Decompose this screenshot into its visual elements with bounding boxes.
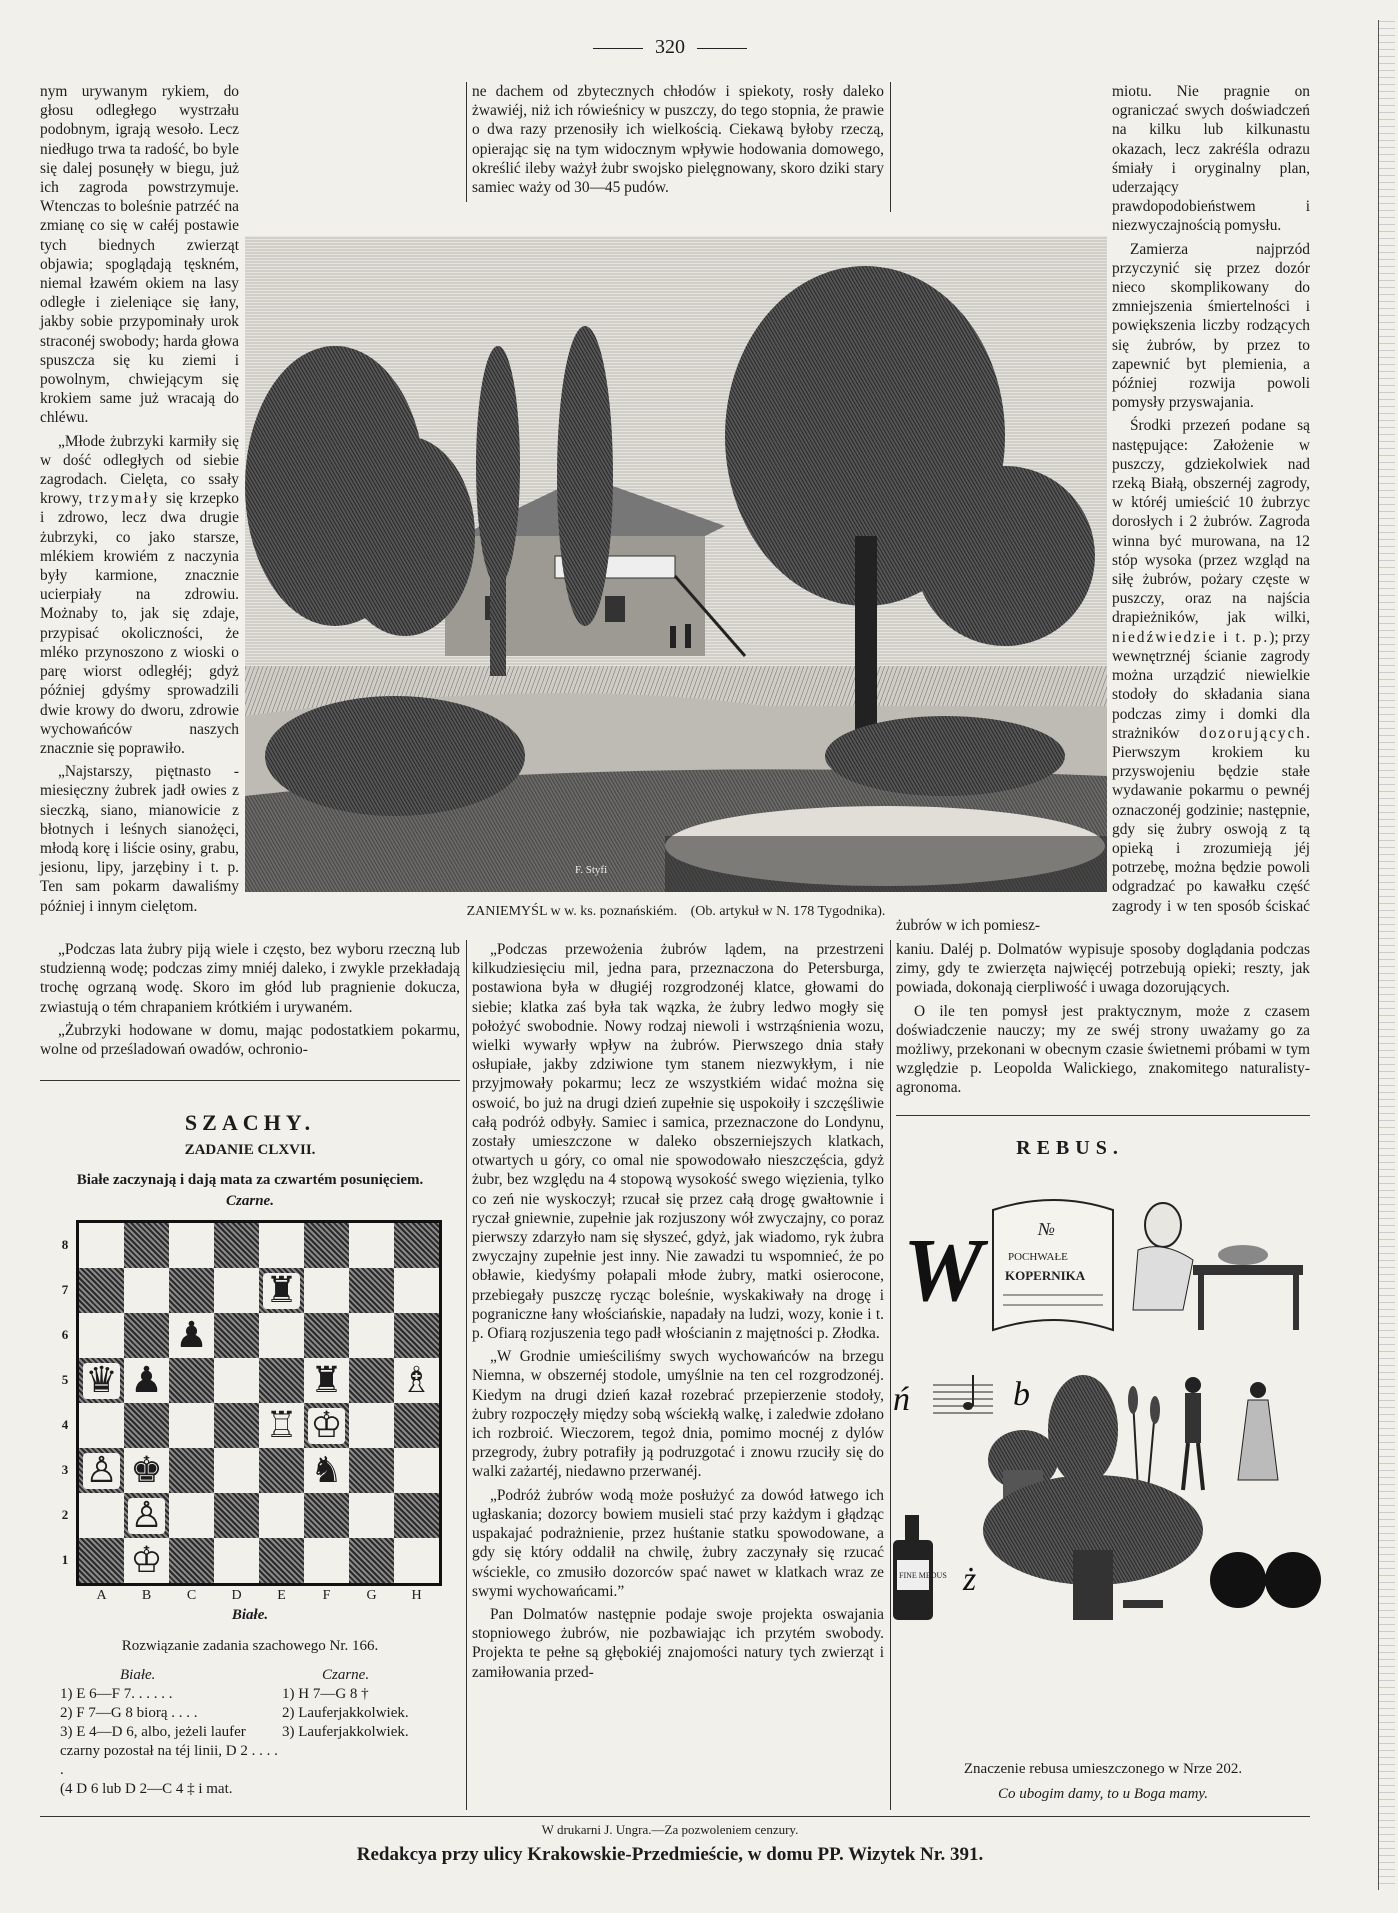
black-circle-icon	[1210, 1552, 1266, 1608]
chess-solution-header	[60, 1666, 460, 1685]
scroll-line-2: KOPERNIKA	[1005, 1268, 1086, 1283]
chess-square-a2	[79, 1493, 124, 1538]
column-divider	[890, 940, 891, 1810]
column-2-top	[472, 82, 884, 212]
chess-square-g8	[349, 1223, 394, 1268]
file-label: A	[96, 1588, 107, 1603]
oak-tree-icon	[983, 1475, 1203, 1620]
chess-square-b6	[124, 1313, 169, 1358]
chess-square-d6	[214, 1313, 259, 1358]
page-number-rule-right	[697, 48, 747, 49]
engraving-drawing	[245, 236, 1107, 892]
caption-reference: (Ob. artykuł w N. 178 Tygodnika).	[690, 904, 886, 919]
rank-label: 6	[61, 1327, 69, 1342]
chess-square-g7	[349, 1268, 394, 1313]
chess-square-h6	[394, 1313, 439, 1358]
chess-square-a5	[79, 1358, 124, 1403]
black-move	[282, 1780, 460, 1799]
rebus-picture	[893, 1180, 1313, 1620]
chess-white-label: Białe.	[231, 1607, 269, 1623]
chess-square-f6	[304, 1313, 349, 1358]
chess-square-c8	[169, 1223, 214, 1268]
column-1-bottom	[40, 940, 460, 1070]
white-king-icon: ♔	[310, 1404, 343, 1446]
page-number: 320	[0, 36, 1340, 59]
chess-square-d2	[214, 1493, 259, 1538]
chess-square-c4	[169, 1403, 214, 1448]
file-label: B	[141, 1588, 152, 1603]
caption-main: ZANIEMYŚL w w. ks. poznańskiém.	[466, 904, 678, 919]
column-divider	[466, 82, 467, 202]
solution-move-row	[60, 1723, 460, 1780]
paragraph: „Młode żubrzyki karmiły się w dość odległych od siebie zagrodach. Cielęta, co ssały krowy, trzymały się krzepko i zdrowo, lecz dwa drugie żubrzyki, co jako starsze, mlékiem krowiém z naczynia były karmione, znacznie ucierpiały na zdrowiu. Możnaby to, jak się zdaje, przypisać okoliczności, że mléko przynoszono z wioski o parę wiorst odległéj; gdyż później gdyśmy sprowadzili dwie krowy do dworu, zdrowie wychowańców naszych znacznie się poprawiło.	[40, 432, 239, 757]
chess-board	[76, 1220, 442, 1586]
rebus-letter-b: b	[1013, 1376, 1030, 1413]
rank-label: 1	[61, 1552, 69, 1567]
bottle-icon	[893, 1515, 947, 1620]
chess-solution-title: Rozwiązanie zadania szachowego Nr. 166.	[121, 1638, 379, 1654]
scroll-number: №	[1038, 1219, 1055, 1239]
paragraph: nym urywanym rykiem, do głosu odległego wystrzału podobnym, igrają wesoło. Lecz niedługo trwa ta radość, bo byle się dalej posunęły w biegu, już ich zagroda powstrzymuje. Wtenczas to boleśnie patrzéć na zmianę co się w całéj postawie tych biednych zwierząt objawia; spoglądają tęskném, niemal łzawém okiem na lasy odległe i zieleniące się łany, jakby sobie przypominały urok straconéj swobody; harda głowa spuszcza się ku ziemi i powolnym, chwiejącym się krokiem same już wracają do chléwu.	[40, 83, 239, 427]
white-move: 2) F 7—G 8 biorą . . . .	[60, 1705, 198, 1721]
chess-square-b2	[124, 1493, 169, 1538]
chess-section-rule	[40, 1080, 460, 1081]
chess-square-f1	[304, 1538, 349, 1583]
chess-square-d5	[214, 1358, 259, 1403]
chess-square-a1	[79, 1538, 124, 1583]
page-edge	[1378, 20, 1395, 1890]
chess-square-d4	[214, 1403, 259, 1448]
file-label: F	[322, 1588, 331, 1603]
black-pawn-icon: ♟	[175, 1314, 208, 1356]
chess-square-g3	[349, 1448, 394, 1493]
paragraph: „Podróż żubrów wodą może posłużyć za dowód łatwego ich ugłaskania; dozorcy bowiem musieli stać przy każdym i głądząc uspakajać podrażnienie, przez huśtanie statku spowodowane, a gdy się który oddalił na chwilę, żubry zaczynały się rzucać wściekle, co zmusiło dozorców spać nawet w klatkach wraz ze swymi wychowańcami.”	[472, 1486, 884, 1600]
black-knight-icon: ♞	[310, 1449, 343, 1491]
chess-square-f3	[304, 1448, 349, 1493]
chess-square-e2	[259, 1493, 304, 1538]
column-2-bottom	[472, 940, 884, 1818]
chess-square-f4	[304, 1403, 349, 1448]
chess-square-h1	[394, 1538, 439, 1583]
chess-square-b1	[124, 1538, 169, 1583]
paragraph: Zamierza najprzód przyczynić się przez dozór nieco skomplikowany do zmniejszenia śmiertelności i powiększenia liczby rodzących się żubrów, by przez to zapewnić byt plemienia, a później rozwija powoli pomysły przyswajania.	[1112, 240, 1310, 412]
printer-note: W drukarni J. Ungra.—Za pozwoleniem cenzury.	[541, 1822, 799, 1837]
chess-square-e6	[259, 1313, 304, 1358]
chess-square-d8	[214, 1223, 259, 1268]
chess-black-label: Czarne.	[226, 1193, 274, 1209]
paragraph: „Podczas lata żubry piją wiele i często, bez wyboru rzeczną lub studzienną wodę; podczas zimy mniéj daleko, i zwykle przekładają trochę ogrzaną wodę. Skoro im głód lub pragnienie dokucza, zwiastują o tém chrapaniem krótkiém i urywaném.	[40, 941, 460, 1016]
rebus-section-rule	[896, 1115, 1310, 1116]
chess-square-f8	[304, 1223, 349, 1268]
chess-problem-number: ZADANIE CLXVII.	[184, 1142, 316, 1158]
wheat-icon	[1128, 1386, 1160, 1490]
file-label: C	[186, 1588, 197, 1603]
black-rook-icon: ♜	[310, 1359, 343, 1401]
two-figures-icon	[1183, 1377, 1278, 1490]
paragraph: „Żubrzyki hodowane w domu, mając podostatkiem pokarmu, wolne od prześladowań owadów, ochronio-	[40, 1021, 460, 1059]
chess-section-title: SZACHY.	[184, 1110, 316, 1135]
rebus-letter-n: ń	[893, 1381, 910, 1418]
chess-square-h7	[394, 1268, 439, 1313]
paragraph: Środki przezeń podane są następujące: Założenie w puszczy, gdziekolwiek nad rzeką Białą, obszernéj zagrody, w któréj umieścić 10 żubrzyc dorosłych i 2 żubrów. Zagroda winna być murowana, na 12 stóp wysoka (przez wzgląd na siłę żubrów, pożary częste w puszczy, oraz na najścia drapieżników, jak wilki, niedźwiedzie i t. p.); przy wewnętrznéj ścianie zagrody można urządzić niewielkie stodoły do składania siana podczas zimy i domki dla strażników dozorujących. Pierwszym krokiem ku przyswojeniu będzie stałe wydawanie pokarmu o pewnéj oznaczonéj godzinie; następnie, gdy się żubry oswoją z tą opieką i zrozumieją jéj potrzebę, można będzie powoli odgradzać po kawałku część zagrody i w ten sposób ściskać żubrów w ich pomiesz-	[896, 417, 1310, 934]
chess-square-a3	[79, 1448, 124, 1493]
rebus-drawing	[893, 1180, 1313, 1620]
chess-square-f7	[304, 1268, 349, 1313]
chess-square-e5	[259, 1358, 304, 1403]
chess-square-c3	[169, 1448, 214, 1493]
white-move: 3) E 4—D 6, albo, jeżeli laufer czarny pozostał na téj linii, D 2 . . . . .	[60, 1724, 278, 1778]
engraver-signature: F. Styfi	[575, 864, 608, 876]
chess-square-d7	[214, 1268, 259, 1313]
white-bishop-icon: ♗	[400, 1359, 433, 1401]
paragraph: „Najstarszy, piętnasto - miesięczny żubrek jadł owies z sieczką, siano, mianowicie z błotnych i leśnych sianożęci, młodą korę i liście osiny, grabu, jesionu, lipy, jarzębiny i t. p. Ten sam pokarm dawaliśmy później i innym cielętom.	[40, 763, 239, 915]
chess-square-b3	[124, 1448, 169, 1493]
chess-square-g2	[349, 1493, 394, 1538]
chess-square-b5	[124, 1358, 169, 1403]
chess-square-h4	[394, 1403, 439, 1448]
chess-square-a4	[79, 1403, 124, 1448]
paragraph: miotu. Nie pragnie on ograniczać swych doświadczeń na kilku lub kilkunastu okazach, lecz zakréśla odrazu śmiały i oryginalny plan, uderzający prawdopodobieństwem i niezwyczajnością pomysłu.	[1112, 83, 1310, 235]
chess-square-e3	[259, 1448, 304, 1493]
music-notes-icon	[933, 1375, 993, 1413]
white-move: 1) E 6—F 7. . . . . .	[60, 1686, 173, 1702]
black-move: 1) H 7—G 8 †	[282, 1686, 369, 1702]
paragraph: kaniu. Daléj p. Dolmatów wypisuje sposoby doglądania podczas zimy, gdy te zwierzęta najwięcéj potrzebują opieki; reszty, jak powiada, dokonają cierpliwość i uwaga dozorujących.	[896, 941, 1310, 997]
chess-square-f2	[304, 1493, 349, 1538]
file-label: H	[411, 1588, 422, 1603]
chess-square-h5	[394, 1358, 439, 1403]
chess-square-d1	[214, 1538, 259, 1583]
chess-square-b4	[124, 1403, 169, 1448]
chess-square-c6	[169, 1313, 214, 1358]
chess-square-c7	[169, 1268, 214, 1313]
column-3-bottom	[896, 940, 1310, 1120]
paragraph: „Podczas przewożenia żubrów lądem, na przestrzeni kilkudziesięciu mil, jedna para, przeznaczona do Petersburga, postawiona była w długiéj rozgrodzonéj klatce, głowami do siebie; klatka zaś była tak wązka, że żubry ledwo mogły się położyć swobodnie. Nowy rodzaj niewoli i wstrząśnienia wozu, wielki wywarły wpływ na żubrów. Pierwszego dnia stały osłupiałe, jakby zdziwione tym stanem niezwykłym, i nie przyjmowały pokarmu; lecz ze wszystkiém widać można się oswoić, bo już na drugi dzień zupełnie się uspokoiły i szczęśliwie całą podróż odbyły. Samiec i samica, przeznaczone do Londynu, zostały umieszczone w daleko obszerniejszych klatkach, otwartych u góry, co omal nie spowodowało nieszczęścia, gdyż żubr, bez względu na 4 stopową wysokość swego więzienia, tylko co zeń nie wyskoczył; rzucał się przez całą drogę gwałtownie i ryczał gniewnie, zupełnie jak rozjuszony wół zwyczajny, co poraz pierwszy zdarzyło nam się słyszeć, gdyż, jak wiadomo, ryk żubra zwyczajny zupełnie jest inny. Nie zawadzi tu wspomnieć, że po obławie, kiedyśmy połapali młode żubry, matki osierocone, przebiegały puszczę rycząc boleśnie, wyskakiwały na drogę i pograniczne łany włościańskie, napadały na ludzi, wozy, konie i t. p. Ofiarą rozjuszenia tego padł włościanin z majętności p. Złodka.	[472, 941, 884, 1343]
paragraph: ne dachem od zbytecznych chłodów i spiekoty, rosły daleko żwawiéj, niż ich rówieśnicy w puszczy, do tego stopnia, że prawie o dwa razy przenosiły ich wielkością. Ciekawą byłoby rzeczą, opierając się na tym widocznym wpływie hodowania domowego, określić ileby ważył żubr swojsko pielęgnowany, skoro dziki stary samiec waży od 30—45 pudów.	[472, 83, 884, 197]
footer-rule	[40, 1816, 1310, 1817]
paragraph: „W Grodnie umieściliśmy swych wychowańców na brzegu Niemna, w obszernéj stodole, umyślnie na ten cel rozgrodzonéj. Kiedym na drugi dzień kazał rozebrać przepierzenie stodoły, żubry rozpoczęły między sobą wściekłą walkę, i zaledwie zdołano ich rozbroić. Wieczorem, tegoż dnia, pomimo mocnéj z dylów przegrody, żubry potrafiły ją podruzgotać i znowu rzuciły się do walki zażartéj, niedawno przerwanéj.	[472, 1348, 884, 1481]
scroll-icon	[993, 1200, 1113, 1330]
chess-square-a6	[79, 1313, 124, 1358]
file-label: D	[231, 1588, 242, 1603]
solution-header-white: Białe.	[120, 1667, 156, 1683]
black-move: 2) Lauferjakkolwiek.	[282, 1705, 409, 1721]
chess-square-g4	[349, 1403, 394, 1448]
rank-label: 4	[61, 1417, 69, 1432]
chess-square-g6	[349, 1313, 394, 1358]
chess-moves	[60, 1685, 460, 1799]
rank-label: 8	[61, 1237, 69, 1252]
rank-label: 7	[61, 1282, 69, 1297]
chess-square-h2	[394, 1493, 439, 1538]
file-label: G	[366, 1588, 377, 1603]
bottle-label: FINE MEDUS	[899, 1571, 947, 1580]
black-pawn-icon: ♟	[130, 1359, 163, 1401]
chess-square-b7	[124, 1268, 169, 1313]
rebus-letter-w: W	[903, 1221, 984, 1320]
rank-label: 3	[61, 1462, 69, 1477]
solution-move-row	[60, 1780, 460, 1799]
scroll-line-1: POCHWAŁE	[1008, 1251, 1068, 1263]
chess-square-g1	[349, 1538, 394, 1583]
chess-square-e1	[259, 1538, 304, 1583]
black-rook-icon: ♜	[265, 1269, 298, 1311]
chess-square-a8	[79, 1223, 124, 1268]
chess-square-e8	[259, 1223, 304, 1268]
white-move: (4 D 6 lub D 2—C 4 ‡ i mat.	[60, 1781, 233, 1797]
page-number-rule-left	[593, 48, 643, 49]
chess-square-c1	[169, 1538, 214, 1583]
paragraph: O ile ten pomysł jest praktycznym, może z czasem doświadczenie nauczy; my ze swéj strony uważamy go za możliwy, przekonani w obecnym czasie świetnemi próbami w tym względzie p. Leopolda Walickiego, znakomitego naturalisty-agronoma.	[896, 1002, 1310, 1097]
white-pawn-icon: ♙	[85, 1449, 118, 1491]
rebus-answer-title: Znaczenie rebusa umieszczonego w Nrze 202.	[963, 1761, 1243, 1777]
chess-square-e7	[259, 1268, 304, 1313]
column-divider	[466, 940, 467, 1810]
black-queen-icon: ♛	[85, 1359, 118, 1401]
chess-square-c2	[169, 1493, 214, 1538]
chess-task: Białe zaczynają i dają mata za czwartém posunięciem.	[76, 1172, 424, 1188]
white-pawn-icon: ♙	[130, 1494, 163, 1536]
chess-square-d3	[214, 1448, 259, 1493]
chess-square-a7	[79, 1268, 124, 1313]
chess-square-g5	[349, 1358, 394, 1403]
chess-square-h8	[394, 1223, 439, 1268]
rank-label: 5	[61, 1372, 69, 1387]
chess-solution	[60, 1666, 460, 1799]
black-king-icon: ♚	[130, 1449, 163, 1491]
rebus-letter-z: ż	[963, 1561, 977, 1598]
solution-move-row	[60, 1704, 460, 1723]
white-rook-icon: ♖	[265, 1404, 298, 1446]
engraving-zaniemysl	[245, 236, 1107, 892]
chess-square-h3	[394, 1448, 439, 1493]
solution-header-black: Czarne.	[322, 1667, 370, 1683]
illustration-caption	[245, 904, 1107, 920]
chess-square-c5	[169, 1358, 214, 1403]
solution-move-row	[60, 1685, 460, 1704]
column-divider	[890, 82, 891, 212]
rank-label: 2	[61, 1507, 69, 1522]
black-move: 3) Lauferjakkolwiek.	[282, 1724, 409, 1740]
rebus-answer: Co ubogim damy, to u Boga mamy.	[998, 1786, 1208, 1802]
editorial-address: Redakcya przy ulicy Krakowskie-Przedmieście, w domu PP. Wizytek Nr. 391.	[356, 1844, 984, 1865]
file-label: E	[277, 1588, 286, 1603]
black-circle-icon	[1265, 1552, 1321, 1608]
paragraph: Pan Dolmatów następnie podaje swoje projekta oswajania stopniowego żubrów, nie pozbawiając ich przytém swobody. Projekta te pełne są głębokiéj znajomości natury tych zwierząt i zamiłowania przed-	[472, 1605, 884, 1681]
chess-square-e4	[259, 1403, 304, 1448]
chess-square-f5	[304, 1358, 349, 1403]
rebus-title: REBUS.	[1016, 1137, 1124, 1159]
chess-square-b8	[124, 1223, 169, 1268]
person-at-table-icon	[1133, 1203, 1303, 1330]
white-king-icon: ♔	[130, 1539, 163, 1581]
